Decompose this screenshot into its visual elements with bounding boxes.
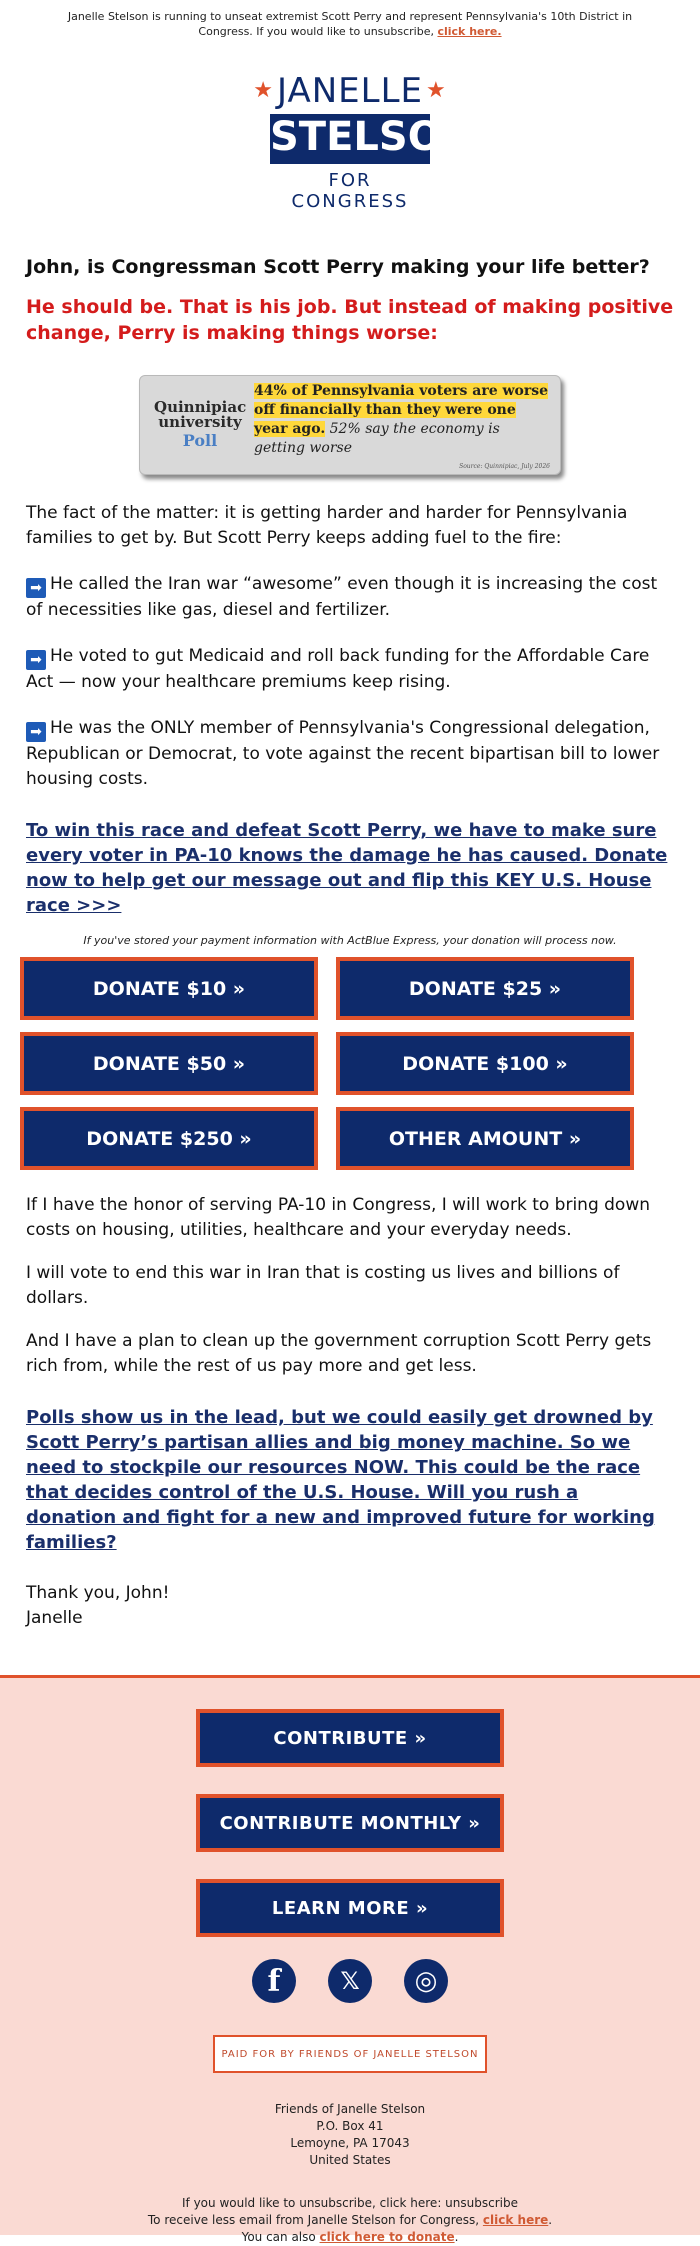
address-line: United States [309, 2153, 391, 2167]
signature-block [26, 1581, 674, 1631]
poll-graphic [139, 375, 561, 475]
closing-section [0, 1193, 700, 1631]
learn-more-button[interactable]: LEARN MORE » [196, 1879, 504, 1937]
right-arrow-icon: ➡ [26, 578, 46, 598]
footer [0, 1675, 700, 2244]
bullet-text: He voted to gut Medicaid and roll back funding for the Affordable Care Act — now your healthcare premiums keep rising. [26, 646, 650, 692]
donate-cta-link[interactable]: To win this race and defeat Scott Perry, we have to make sure every voter in PA-10 knows the damage he has caused. Donate now to help get our message out and flip this KEY U.S. House race >>> [26, 820, 668, 916]
logo-first-name: JANELLE [277, 71, 423, 111]
bullet-item [26, 644, 674, 695]
poll-source: Source: Quinnipiac, July 2026 [459, 463, 550, 470]
poll-rest: 52% say the economy is getting worse [254, 421, 500, 456]
right-arrow-icon: ➡ [26, 722, 46, 742]
poll-brand-line3: Poll [182, 431, 218, 450]
less-email-text: To receive less email from Janelle Stelson for Congress, [147, 2213, 483, 2227]
donate-button-grid [20, 957, 700, 1170]
closing-cta-link[interactable]: Polls show us in the lead, but we could easily get drowned by Scott Perry’s partisan allies and big money machine. So we need to stockpile our resources NOW. This could be the race that decides control of the U.S. House. Will you rush a donation and fight for a new and improved future for working families? [26, 1407, 655, 1553]
preheader-text: Janelle Stelson is running to unseat extremist Scott Perry and represent Pennsylvania's 10th District in Congress. If you would like to unsubscribe, [67, 10, 633, 38]
poll-brand-line2: university [158, 413, 242, 431]
paid-for-disclaimer: PAID FOR BY FRIENDS OF JANELLE STELSON [213, 2035, 487, 2073]
facts-intro: The fact of the matter: it is getting harder and harder for Pennsylvania families to get by. But Scott Perry keeps adding fuel to the fire: [26, 503, 628, 548]
address-line: P.O. Box 41 [316, 2119, 384, 2133]
bullet-text: He was the ONLY member of Pennsylvania's Congressional delegation, Republican or Democrat, to vote against the recent bipartisan bill to lower housing costs. [26, 718, 660, 789]
signature-name: Janelle [26, 1608, 83, 1628]
donate-250-button[interactable]: DONATE $250 » [20, 1107, 318, 1170]
closing-paragraph: If I have the honor of serving PA-10 in Congress, I will work to bring down costs on housing, utilities, healthcare and your everyday needs. [26, 1195, 651, 1240]
thanks-text: Thank you, John! [26, 1583, 170, 1603]
donate-100-button[interactable]: DONATE $100 » [336, 1032, 634, 1095]
facebook-icon[interactable]: f [252, 1959, 296, 2003]
star-icon: ★ [426, 78, 447, 103]
poll-quote [254, 382, 554, 458]
contribute-monthly-button[interactable]: CONTRIBUTE MONTHLY » [196, 1794, 504, 1852]
donate-50-button[interactable]: DONATE $50 » [20, 1032, 318, 1095]
bullet-text: He called the Iran war “awesome” even though it is increasing the cost of necessities like gas, diesel and fertilizer. [26, 574, 658, 620]
poll-brand-line1: Quinnipiac [154, 398, 247, 416]
logo-tagline: FOR CONGRESS [291, 170, 409, 212]
unsubscribe-block: If you would like to unsubscribe, click here: unsubscribe To receive less email from Janelle Stelson for Congress, click here. You can also click here to donate. [0, 2195, 700, 2246]
actblue-express-note: If you've stored your payment information with ActBlue Express, your donation will process now. [83, 934, 617, 947]
preheader-unsubscribe-link[interactable]: click here. [437, 25, 502, 38]
social-links [0, 1959, 700, 2003]
donate-10-button[interactable]: DONATE $10 » [20, 957, 318, 1020]
footer-donate-link[interactable]: click here to donate [319, 2230, 455, 2244]
email-body [0, 254, 700, 947]
less-email-link[interactable]: click here [482, 2213, 549, 2227]
x-icon[interactable]: 𝕏 [328, 1959, 372, 2003]
bullet-item [26, 572, 674, 623]
donate-25-button[interactable]: DONATE $25 » [336, 957, 634, 1020]
right-arrow-icon: ➡ [26, 650, 46, 670]
donate-other-amount-button[interactable]: OTHER AMOUNT » [336, 1107, 634, 1170]
address-line: Lemoyne, PA 17043 [290, 2136, 410, 2150]
unsubscribe-line[interactable]: If you would like to unsubscribe, click here: unsubscribe [182, 2196, 518, 2210]
donate-text: You can also [241, 2230, 320, 2244]
contribute-button[interactable]: CONTRIBUTE » [196, 1709, 504, 1767]
bullet-item [26, 716, 674, 792]
intro-question: John, is Congressman Scott Perry making your life better? [26, 256, 650, 278]
star-icon: ★ [253, 78, 275, 103]
poll-brand [154, 400, 246, 448]
poll-highlight: 44% of Pennsylvania voters are worse off financially than they were one year ago. [254, 383, 549, 437]
intro-red-lead: He should be. That is his job. But instead of making positive change, Perry is making things worse: [26, 296, 674, 344]
mailing-address [0, 2101, 700, 2169]
campaign-logo [253, 71, 476, 212]
logo-last-name: STELSON [270, 114, 430, 164]
preheader [0, 0, 700, 40]
address-line: Friends of Janelle Stelson [274, 2102, 426, 2116]
instagram-icon[interactable]: ◎ [404, 1959, 448, 2003]
closing-paragraph: I will vote to end this war in Iran that is costing us lives and billions of dollars. [26, 1263, 620, 1308]
closing-paragraph: And I have a plan to clean up the government corruption Scott Perry gets rich from, while the rest of us pay more and get less. [26, 1331, 652, 1376]
